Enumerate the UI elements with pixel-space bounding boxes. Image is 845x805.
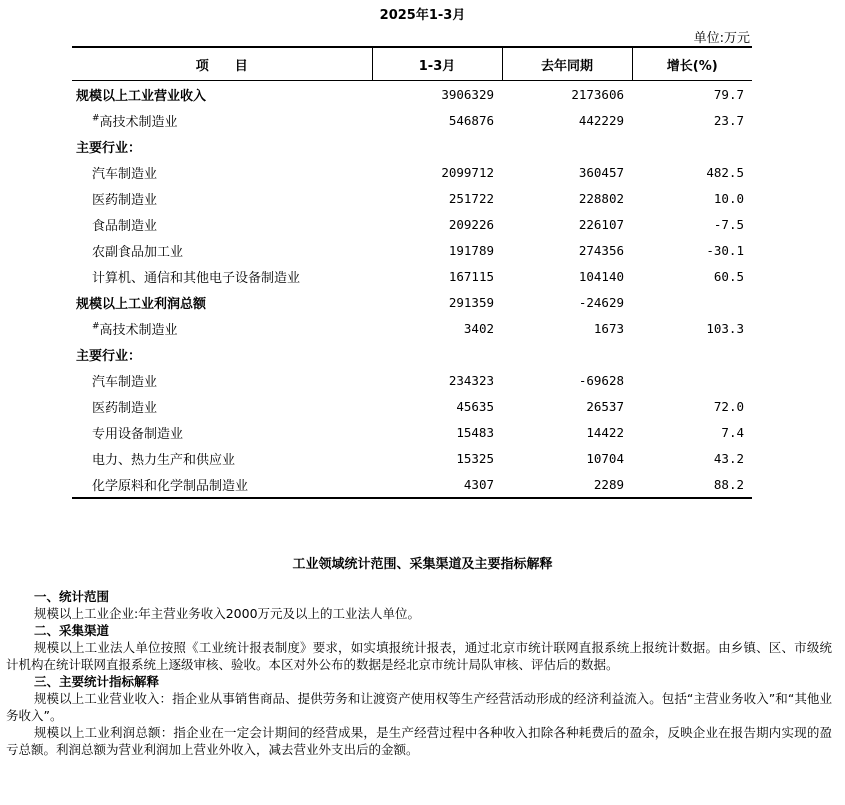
value-growth: 43.2 (713, 450, 744, 466)
value-growth: 7.4 (721, 424, 744, 440)
table-header-row (72, 47, 752, 81)
table-row (72, 289, 752, 315)
value-growth: 103.3 (706, 320, 744, 336)
value-growth: 88.2 (632, 471, 752, 498)
value-growth: 60.5 (713, 268, 744, 284)
value-current: 15325 (456, 450, 494, 466)
header-item: 项 目 (72, 47, 372, 81)
row-label-text: 专用设备制造业 (92, 426, 184, 442)
value-growth: 79.7 (713, 86, 744, 102)
row-label-text: 高技术制造业 (99, 322, 178, 338)
value-last-year: 26537 (586, 398, 624, 414)
hightech-mark: # (92, 321, 100, 332)
value-current: 4307 (372, 471, 502, 498)
unit-label: 单位:万元 (693, 31, 750, 46)
header-last-year: 去年同期 (502, 47, 632, 81)
row-label-text: 化学原料和化学制品制造业 (92, 478, 249, 494)
table-row (72, 237, 752, 263)
notes-section (6, 588, 832, 758)
notes-title: 工业领域统计范围、采集渠道及主要指标解释 (292, 557, 553, 572)
row-label (72, 393, 372, 419)
row-label-text: 高技术制造业 (99, 114, 178, 130)
row-label-text: 农副食品加工业 (92, 244, 184, 260)
row-label-text: 主要行业： (76, 348, 142, 364)
value-current (372, 341, 502, 367)
row-label-text: 汽车制造业 (92, 166, 158, 182)
table-row (72, 393, 752, 419)
row-label (72, 185, 372, 211)
row-label (72, 159, 372, 185)
row-label (72, 81, 372, 108)
indicator-revenue-text: 规模以上工业营业收入：指企业从事销售商品、提供劳务和让渡资产使用权等生产经营活动形成的经济利益流入。包括“主营业务收入”和“其他业务收入”。 (6, 691, 832, 723)
value-growth: -7.5 (713, 216, 744, 232)
value-growth (632, 133, 752, 159)
value-last-year (502, 341, 632, 367)
table-row (72, 419, 752, 445)
value-current: 191789 (448, 242, 494, 258)
hightech-mark: # (92, 113, 100, 124)
table-row (72, 81, 752, 108)
value-current: 3402 (463, 320, 494, 336)
row-label (72, 419, 372, 445)
header-current: 1-3月 (372, 47, 502, 81)
row-label (72, 471, 372, 498)
value-last-year: 1673 (593, 320, 624, 336)
value-growth (632, 341, 752, 367)
value-last-year: -24629 (578, 294, 624, 310)
row-label (72, 445, 372, 471)
table-row (72, 341, 752, 367)
section-channel-title: 二、采集渠道 (34, 623, 110, 638)
value-growth (632, 367, 752, 393)
header-growth: 增长(%) (632, 47, 752, 81)
row-label-text: 医药制造业 (92, 192, 158, 208)
row-label-text: 规模以上工业营业收入 (76, 88, 207, 104)
value-current (372, 133, 502, 159)
value-current: 167115 (448, 268, 494, 284)
industry-stats-table (72, 46, 752, 499)
table-row (72, 445, 752, 471)
value-last-year: 360457 (578, 164, 624, 180)
table-row (72, 159, 752, 185)
table-row (72, 107, 752, 133)
value-current: 234323 (448, 372, 494, 388)
row-label (72, 133, 372, 159)
value-last-year: 226107 (578, 216, 624, 232)
value-last-year: 274356 (578, 242, 624, 258)
row-label (72, 237, 372, 263)
value-last-year: 10704 (586, 450, 624, 466)
value-last-year: -69628 (578, 372, 624, 388)
value-current: 546876 (448, 112, 494, 128)
table-row (72, 315, 752, 341)
row-label-text: 电力、热力生产和供应业 (92, 452, 236, 468)
value-current: 15483 (456, 424, 494, 440)
value-growth: -30.1 (706, 242, 744, 258)
row-label (72, 367, 372, 393)
value-growth: 72.0 (713, 398, 744, 414)
section-scope-text: 规模以上工业企业:年主营业务收入2000万元及以上的工业法人单位。 (34, 606, 421, 621)
row-label-text: 汽车制造业 (92, 374, 158, 390)
value-last-year: 104140 (578, 268, 624, 284)
row-label (72, 289, 372, 315)
report-period-title: 2025年1-3月 (379, 8, 466, 23)
value-last-year: 442229 (578, 112, 624, 128)
value-growth: 23.7 (713, 112, 744, 128)
value-last-year: 228802 (578, 190, 624, 206)
row-label-text: 主要行业： (76, 140, 142, 156)
value-current: 2099712 (441, 164, 494, 180)
row-label-text: 医药制造业 (92, 400, 158, 416)
table-body (72, 81, 752, 499)
row-label (72, 263, 372, 289)
row-label-text: 规模以上工业利润总额 (76, 296, 207, 312)
row-label (72, 211, 372, 237)
table-row (72, 133, 752, 159)
value-last-year: 2173606 (571, 86, 624, 102)
value-last-year: 2289 (502, 471, 632, 498)
value-current: 45635 (456, 398, 494, 414)
table-row (72, 185, 752, 211)
value-growth: 482.5 (706, 164, 744, 180)
value-current: 209226 (448, 216, 494, 232)
table-row (72, 471, 752, 498)
table-row (72, 263, 752, 289)
value-growth: 10.0 (713, 190, 744, 206)
indicator-profit-text: 规模以上工业利润总额：指企业在一定会计期间的经营成果，是生产经营过程中各种收入扣除各种耗费后的盈余，反映企业在报告期内实现的盈亏总额。利润总额为营业利润加上营业外收入，减去营业外支出后的金额。 (6, 725, 832, 757)
section-channel-text: 规模以上工业法人单位按照《工业统计报表制度》要求，如实填报统计报表，通过北京市统计联网直报系统上报统计数据。由乡镇、区、市级统计机构在统计联网直报系统上逐级审核、验收。本区对外公布的数据是经北京市统计局队审核、评估后的数据。 (6, 640, 832, 672)
section-indicators-title: 三、主要统计指标解释 (34, 674, 160, 689)
value-current: 251722 (448, 190, 494, 206)
value-last-year: 14422 (586, 424, 624, 440)
value-growth (632, 289, 752, 315)
table-row (72, 211, 752, 237)
table-row (72, 367, 752, 393)
row-label (72, 107, 372, 133)
row-label-text: 计算机、通信和其他电子设备制造业 (92, 270, 301, 286)
row-label-text: 食品制造业 (92, 218, 158, 234)
value-current: 291359 (448, 294, 494, 310)
row-label (72, 341, 372, 367)
value-last-year (502, 133, 632, 159)
section-scope-title: 一、统计范围 (34, 589, 110, 604)
row-label (72, 315, 372, 341)
value-current: 3906329 (441, 86, 494, 102)
